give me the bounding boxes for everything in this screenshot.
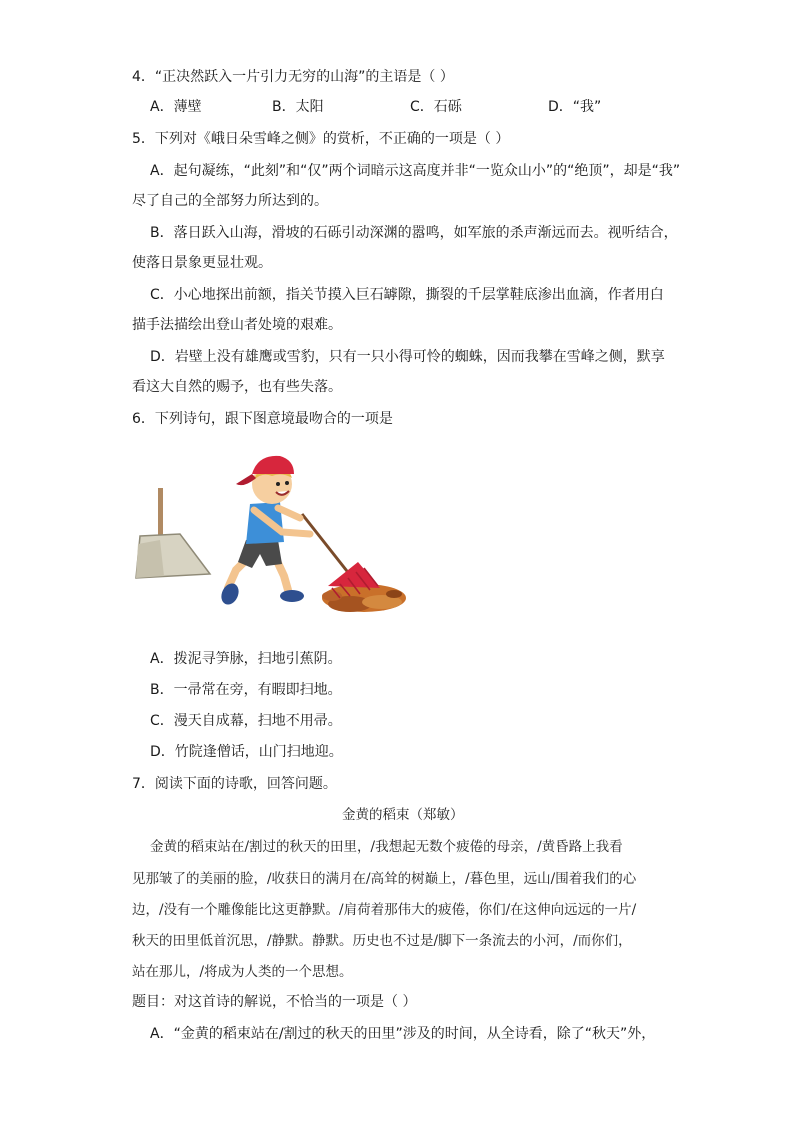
q5-option-d-line2: 看这大自然的赐予，也有些失落。 bbox=[132, 379, 342, 395]
poem-line: 金黄的稻束站在/割过的秋天的田里，/我想起无数个疲倦的母亲，/黄昏路上我看 bbox=[150, 839, 623, 855]
q4-option-d: D．“我” bbox=[548, 99, 602, 115]
poem-title: 金黄的稻束（郑敏） bbox=[342, 807, 464, 823]
q5-stem: 5．下列对《峨日朵雪峰之侧》的赏析，不正确的一项是（ ） bbox=[132, 131, 510, 147]
poem-line: 边，/没有一个雕像能比这更静默。/肩荷着那伟大的疲倦，你们/在这伸向远远的一片/ bbox=[132, 902, 637, 918]
q5-option-b-line2: 使落日景象更显壮观。 bbox=[132, 255, 272, 271]
q6-option-a: A．拨泥寻笋脉，扫地引蕉阴。 bbox=[150, 651, 342, 667]
leaves-pile-icon bbox=[322, 584, 406, 612]
q7-stem: 7．阅读下面的诗歌，回答问题。 bbox=[132, 776, 337, 792]
q4-option-a: A．薄壁 bbox=[150, 99, 202, 115]
q6-stem: 6．下列诗句，跟下图意境最吻合的一项是 bbox=[132, 411, 393, 427]
boy-raking-leaves-illustration bbox=[132, 448, 408, 620]
q5-option-b-line1: B．落日跃入山海，滑坡的石砾引动深渊的嚣鸣，如军旅的杀声渐远而去。视听结合， bbox=[150, 225, 678, 241]
q6-option-d: D．竹院逢僧话，山门扫地迎。 bbox=[150, 744, 343, 760]
poem-line: 见那皱了的美丽的脸，/收获日的满月在/高耸的树巅上，/暮色里，远山/围着我们的心 bbox=[132, 871, 637, 887]
poem-line: 秋天的田里低首沉思，/静默。静默。历史也不过是/脚下一条流去的小河，/而你们， bbox=[132, 933, 632, 949]
q5-option-a-line1: A．起句凝练，“此刻”和“仅”两个词暗示这高度并非“一览众山小”的“绝顶”，却是“我” bbox=[150, 163, 681, 179]
rake-icon bbox=[302, 514, 380, 598]
q5-option-a-line2: 尽了自己的全部努力所达到的。 bbox=[132, 193, 328, 209]
boy-figure bbox=[218, 456, 310, 608]
q4-option-c: C．石砾 bbox=[410, 99, 462, 115]
poem-line: 站在那儿，/将成为人类的一个思想。 bbox=[132, 964, 353, 980]
q5-option-d-line1: D．岩壁上没有雄鹰或雪豹，只有一只小得可怜的蜘蛛，因而我攀在雪峰之侧，默享 bbox=[150, 349, 665, 365]
q4-stem: 4．“正决然跃入一片引力无穷的山海”的主语是（ ） bbox=[132, 69, 454, 85]
q7-option-a-line1: A．“金黄的稻束站在/割过的秋天的田里”涉及的时间，从全诗看，除了“秋天”外， bbox=[150, 1026, 656, 1042]
q5-option-c-line1: C．小心地探出前额，指关节摸入巨石罅隙，撕裂的千层掌鞋底渗出血滴，作者用白 bbox=[150, 287, 664, 303]
q4-option-b: B．太阳 bbox=[272, 99, 324, 115]
q5-option-c-line2: 描手法描绘出登山者处境的艰难。 bbox=[132, 317, 342, 333]
q7-question: 题目：对这首诗的解说，不恰当的一项是（ ） bbox=[132, 994, 417, 1010]
q6-option-c: C．漫天自成幕，扫地不用帚。 bbox=[150, 713, 342, 729]
dustpan-icon bbox=[136, 488, 210, 578]
q6-option-b: B．一帚常在旁，有暇即扫地。 bbox=[150, 682, 342, 698]
